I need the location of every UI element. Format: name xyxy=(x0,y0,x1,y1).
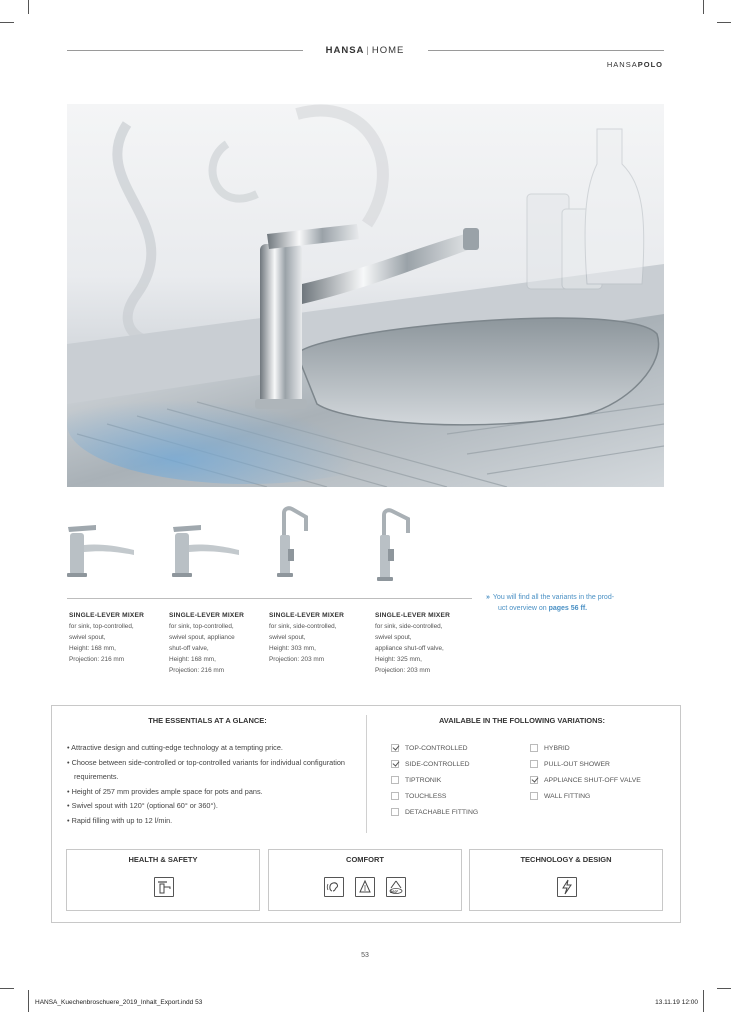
tap-icon xyxy=(372,505,462,585)
variation-label: PULL-OUT SHOWER xyxy=(544,760,610,768)
header-rule-right xyxy=(428,50,664,51)
variation-touchless xyxy=(391,791,446,801)
series-name xyxy=(607,60,663,69)
crop-mark xyxy=(703,990,704,1012)
product-line: swivel spout, appliance xyxy=(169,634,235,641)
crop-mark xyxy=(0,988,14,989)
product-line: Height: 168 mm, xyxy=(69,645,116,652)
footer-date: 13.11.19 12:00 xyxy=(655,999,698,1006)
footer-file: HANSA_Kuechenbroschuere_2019_Inhalt_Export.indd 53 xyxy=(35,999,203,1006)
checkbox-unchecked xyxy=(391,808,399,816)
essentials-bullet: • Choose between side-controlled or top-controlled variants for individual configuration requirements. xyxy=(67,757,345,781)
product-desc-4 xyxy=(375,610,475,676)
checkbox-checked xyxy=(391,744,399,752)
category-health-safety xyxy=(66,849,260,911)
product-thumb-4 xyxy=(372,505,462,585)
variation-label: APPLIANCE SHUT-OFF VALVE xyxy=(544,776,641,784)
lightning-icon xyxy=(557,877,577,897)
variation-hybrid xyxy=(530,743,570,753)
checkbox-unchecked xyxy=(530,792,538,800)
crop-mark xyxy=(0,22,14,23)
series-bold: POLO xyxy=(637,60,663,69)
product-line: shut-off valve, xyxy=(169,645,209,652)
variation-pull-out-shower xyxy=(530,759,610,769)
tap-icon xyxy=(154,877,174,897)
product-title: SINGLE-LEVER MIXER xyxy=(69,612,145,619)
crop-mark xyxy=(28,990,29,1012)
variation-label: WALL FITTING xyxy=(544,792,591,800)
product-line: swivel spout, xyxy=(269,634,306,641)
essentials-bullet: • Rapid filling with up to 12 l/min. xyxy=(67,815,173,825)
essentials-divider xyxy=(366,715,367,833)
swivel-360-label: 360° xyxy=(390,889,399,894)
essentials-bullet: • Attractive design and cutting-edge technology at a tempting price. xyxy=(67,743,283,752)
product-thumb-3 xyxy=(268,505,358,585)
product-title: SINGLE-LEVER MIXER xyxy=(269,612,345,619)
product-line: Projection: 203 mm xyxy=(375,667,431,674)
product-line: for sink, side-controlled, xyxy=(269,623,337,630)
tap-icon xyxy=(165,505,255,585)
product-line: Height: 303 mm, xyxy=(269,645,316,652)
product-line: Projection: 203 mm xyxy=(269,656,325,663)
crop-mark xyxy=(703,0,704,14)
product-title: SINGLE-LEVER MIXER xyxy=(169,612,245,619)
variation-label: HYBRID xyxy=(544,744,570,752)
product-thumb-1 xyxy=(62,505,152,585)
products-rule xyxy=(67,598,472,599)
variation-label: TOP-CONTROLLED xyxy=(405,744,468,752)
brand-light: HOME xyxy=(371,45,405,56)
essentials-list xyxy=(67,741,362,828)
essentials-bullet: • Swivel spout with 120° (optional 60° or 360°). xyxy=(67,801,218,810)
category-title: COMFORT xyxy=(346,855,384,864)
series-light: HANSA xyxy=(606,60,638,69)
tap-icon xyxy=(268,505,358,585)
checkbox-checked xyxy=(391,760,399,768)
essentials-title: THE ESSENTIALS AT A GLANCE: xyxy=(148,716,267,725)
product-line: swivel spout, xyxy=(375,634,412,641)
product-line: Height: 325 mm, xyxy=(375,656,422,663)
crop-mark xyxy=(28,0,29,14)
water-jet-icon xyxy=(355,877,375,897)
variation-label: TIPTRONIK xyxy=(405,776,442,784)
hero-image xyxy=(67,104,664,487)
variants-note xyxy=(486,592,661,614)
note-text-2: uct overview on xyxy=(498,605,547,612)
category-technology-design xyxy=(469,849,663,911)
product-line: for sink, side-controlled, xyxy=(375,623,443,630)
variation-detachable-fitting xyxy=(391,807,478,817)
category-title: HEALTH & SAFETY xyxy=(128,855,198,864)
product-thumb-2 xyxy=(165,505,255,585)
chevron-double-right-icon: » xyxy=(486,594,490,601)
variation-label: SIDE-CONTROLLED xyxy=(405,760,470,768)
product-line: swivel spout, xyxy=(69,634,106,641)
brand-bold: HANSA xyxy=(325,45,365,56)
page-number: 53 xyxy=(361,952,369,959)
ear-noise-icon xyxy=(324,877,344,897)
crop-mark xyxy=(717,988,731,989)
essentials-bullet: • Height of 257 mm provides ample space for pots and pans. xyxy=(67,786,263,796)
checkbox-unchecked xyxy=(530,760,538,768)
product-line: for sink, top-controlled, xyxy=(169,623,234,630)
variations-title: AVAILABLE IN THE FOLLOWING VARIATIONS: xyxy=(438,716,606,725)
variation-label: DETACHABLE FITTING xyxy=(405,808,479,816)
product-title: SINGLE-LEVER MIXER xyxy=(375,612,451,619)
product-line: Projection: 216 mm xyxy=(69,656,125,663)
brand-logo xyxy=(305,45,425,56)
product-desc-1 xyxy=(69,610,169,665)
variation-tiptronik xyxy=(391,775,441,785)
product-line: appliance shut-off valve, xyxy=(375,645,444,652)
product-desc-3 xyxy=(269,610,369,665)
variation-appliance-shut-off xyxy=(530,775,641,785)
header-rule-left xyxy=(67,50,303,51)
product-line: Height: 168 mm, xyxy=(169,656,216,663)
variation-wall-fitting xyxy=(530,791,590,801)
variation-side-controlled xyxy=(391,759,470,769)
product-desc-2 xyxy=(169,610,269,676)
brand-separator: | xyxy=(366,45,370,56)
checkbox-unchecked xyxy=(391,776,399,784)
variation-label: TOUCHLESS xyxy=(405,792,447,800)
checkbox-unchecked xyxy=(530,744,538,752)
crop-mark xyxy=(717,22,731,23)
swivel-360-icon xyxy=(386,877,406,897)
product-line: for sink, top-controlled, xyxy=(69,623,134,630)
checkbox-checked xyxy=(530,776,538,784)
note-text-1: You will find all the variants in the prod- xyxy=(492,594,615,601)
tap-icon xyxy=(62,505,152,585)
checkbox-unchecked xyxy=(391,792,399,800)
category-comfort xyxy=(268,849,462,911)
variation-top-controlled xyxy=(391,743,468,753)
note-pages-link[interactable]: pages 56 ff. xyxy=(548,605,588,612)
category-title: TECHNOLOGY & DESIGN xyxy=(520,855,612,864)
kitchen-sink-illustration xyxy=(67,104,664,487)
product-line: Projection: 216 mm xyxy=(169,667,225,674)
